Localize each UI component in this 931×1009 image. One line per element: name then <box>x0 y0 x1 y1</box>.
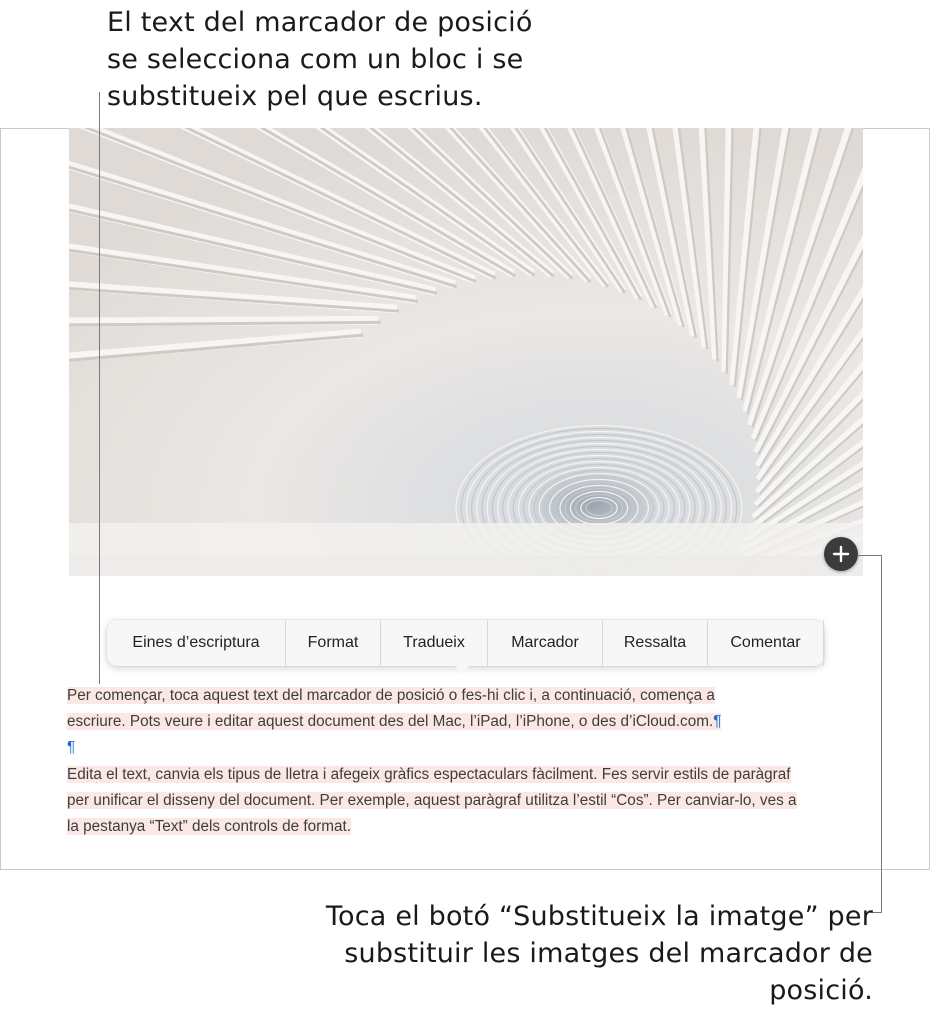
replace-image-button[interactable] <box>824 537 858 571</box>
callout-leader-line <box>99 92 100 684</box>
text-line: per unificar el disseny del document. Per exemple, aquest paràgraf utilitza l’estil “Cos”. Per canviar-lo, ves a <box>67 792 797 809</box>
text-line: Per començar, toca aquest text del marcador de posició o fes-hi clic i, a continuació, comença a <box>67 687 715 704</box>
callout-line: substituir les imatges del marcador de posició. <box>344 938 873 1006</box>
menu-item-translate[interactable]: Tradueix <box>381 620 488 666</box>
callout-leader-line <box>858 555 882 556</box>
callout-placeholder-text <box>107 4 547 115</box>
body-paragraph-2[interactable] <box>67 762 797 840</box>
menu-pointer <box>453 664 471 674</box>
callout-line: substitueix pel que escrius. <box>107 81 483 112</box>
menu-item-format[interactable]: Format <box>286 620 381 666</box>
placeholder-image[interactable] <box>69 128 863 576</box>
menu-item-bookmark[interactable]: Marcador <box>488 620 603 666</box>
menu-item-highlight[interactable]: Ressalta <box>603 620 708 666</box>
text-context-menu <box>107 620 824 666</box>
plus-icon <box>832 545 850 563</box>
text-line: la pestanya “Text” dels controls de format. <box>67 818 351 835</box>
text-line: escriure. Pots veure i editar aquest document des del Mac, l’iPad, l’iPhone, o des d’iCloud.com. <box>67 713 714 730</box>
callout-line: El text del marcador de posició <box>107 7 533 38</box>
callout-leader-line <box>881 555 882 913</box>
callout-line: Toca el botó “Substitueix la imatge” per <box>325 901 873 932</box>
callout-line: se selecciona com un bloc i se <box>107 44 524 75</box>
menu-item-comment[interactable]: Comentar <box>708 620 824 666</box>
callout-replace-image <box>233 898 873 1009</box>
architecture-spiral-image <box>69 128 863 576</box>
text-line: Edita el text, canvia els tipus de lletra i afegeix gràfics espectaculars fàcilment. Fes servir estils de paràgraf <box>67 766 791 783</box>
pilcrow-mark: ¶ <box>67 739 76 756</box>
menu-item-writing-tools[interactable]: Eines d’escriptura <box>107 620 286 666</box>
body-paragraph-1[interactable] <box>67 683 721 761</box>
pilcrow-mark: ¶ <box>713 713 722 730</box>
